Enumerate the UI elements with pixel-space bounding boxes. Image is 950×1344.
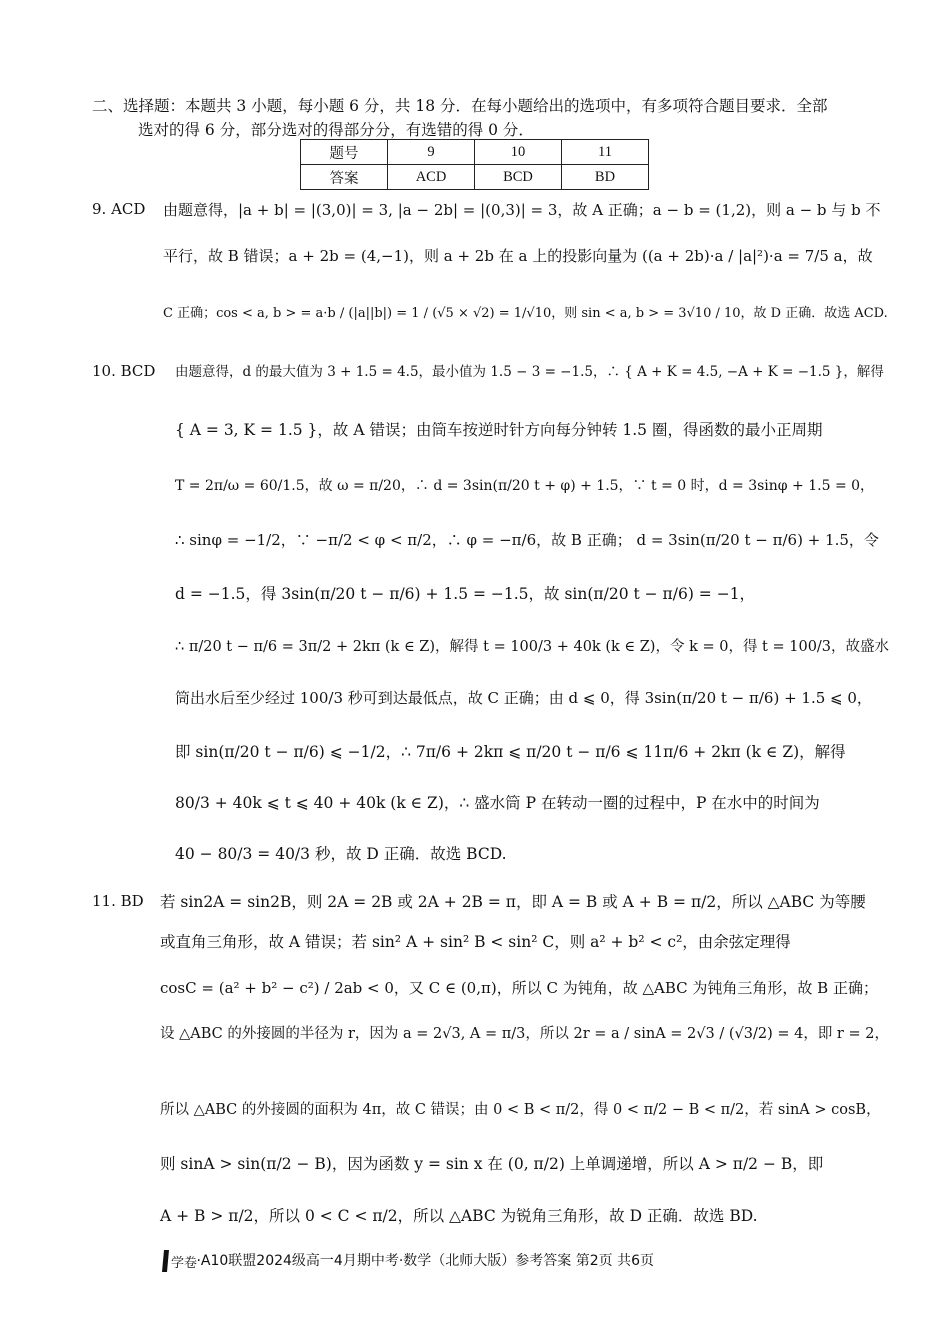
q10-line: 40 − 80/3 = 40/3 秒，故 D 正确．故选 BCD. [175,845,507,863]
answer-table-cell: BD [562,165,649,190]
q9-line: C 正确；cos < a, b > = a·b / (|a||b|) = 1 / (√5 × √2) = 1/√10，则 sin < a, b > = 3√10 / 10，故 D 正确．故选 ACD. [163,306,888,321]
q10-line: { A = 3, K = 1.5 }，故 A 错误；由筒车按逆时针方向每分钟转 1.5 圈，得函数的最小正周期 [175,421,823,439]
answer-table-cell: 答案 [301,165,388,190]
q10-line: T = 2π/ω = 60/1.5，故 ω = π/20，∴ d = 3sin(π/20 t + φ) + 1.5，∵ t = 0 时，d = 3sinφ + 1.5 = 0， [175,478,875,494]
q10-label: 10. BCD [92,362,156,380]
section-subtitle: 选对的得 6 分，部分选对的得部分分，有选错的得 0 分． [138,121,534,139]
q10-line: d = −1.5，得 3sin(π/20 t − π/6) + 1.5 = −1.5，故 sin(π/20 t − π/6) = −1， [175,585,756,603]
section-title: 二、选择题：本题共 3 小题，每小题 6 分，共 18 分．在每小题给出的选项中，有多项符合题目要求．全部 [92,97,828,115]
q9-line: 由题意得，|a + b| = |(3,0)| = 3, |a − 2b| = |(0,3)| = 3，故 A 正确；a − b = (1,2)，则 a − b 与 b 不 [163,201,881,219]
q10-line: 筒出水后至少经过 100/3 秒可到达最低点，故 C 正确；由 d ⩽ 0，得 3sin(π/20 t − π/6) + 1.5 ⩽ 0， [175,689,872,707]
q10-line: 80/3 + 40k ⩽ t ⩽ 40 + 40k (k ∈ Z)，∴ 盛水筒 P 在转动一圈的过程中，P 在水中的时间为 [175,794,820,812]
q11-line: cosC = (a² + b² − c²) / 2ab < 0，又 C ∈ (0,π)，所以 C 为钝角，故 △ABC 为钝角三角形，故 B 正确； [160,979,878,997]
q11-line: 则 sinA > sin(π/2 − B)，因为函数 y = sin x 在 (0, π/2) 上单调递增，所以 A > π/2 − B，即 [160,1155,824,1173]
answer-table-cell: 10 [475,140,562,165]
answer-table-cell: 11 [562,140,649,165]
q10-line: 即 sin(π/20 t − π/6) ⩽ −1/2，∴ 7π/6 + 2kπ ⩽ π/20 t − π/6 ⩽ 11π/6 + 2kπ (k ∈ Z)，解得 [175,743,846,761]
publisher-logo-icon [160,1248,198,1274]
q10-line: 由题意得，d 的最大值为 3 + 1.5 = 4.5，最小值为 1.5 − 3 = −1.5，∴ { A + K = 4.5, −A + K = −1.5 }，解得 [175,364,884,380]
q11-line: 或直角三角形，故 A 错误；若 sin² A + sin² B < sin² C，则 a² + b² < c²，由余弦定理得 [160,933,791,951]
answer-table-answer-row [301,165,649,190]
page-footer [160,1248,654,1274]
q11-line: 所以 △ABC 的外接圆的面积为 4π，故 C 错误；由 0 < B < π/2，得 0 < π/2 − B < π/2，若 sinA > cosB， [160,1102,881,1118]
answer-table-cell: ACD [388,165,475,190]
q9-line: 平行，故 B 错误；a + 2b = (4,−1)，则 a + 2b 在 a 上的投影向量为 ((a + 2b)·a / |a|²)·a = 7/5 a，故 [163,247,873,265]
logo-text: 学卷 [171,1256,198,1271]
q11-label: 11. BD [92,892,144,910]
answer-table-header-row [301,140,649,165]
q11-line: A + B > π/2，所以 0 < C < π/2，所以 △ABC 为锐角三角形，故 D 正确．故选 BD. [160,1207,758,1225]
answer-table-cell: 题号 [301,140,388,165]
q10-line: ∴ sinφ = −1/2，∵ −π/2 < φ < π/2，∴ φ = −π/6，故 B 正确； d = 3sin(π/20 t − π/6) + 1.5，令 [175,531,879,549]
q9-label: 9. ACD [92,200,146,218]
footer-text: ·A10联盟2024级高一4月期中考·数学（北师大版）参考答案 第2页 共6页 [196,1253,654,1269]
q11-line: 若 sin2A = sin2B，则 2A = 2B 或 2A + 2B = π，即 A = B 或 A + B = π/2，所以 △ABC 为等腰 [160,893,866,911]
answer-table [300,139,649,190]
answer-table-cell: BCD [475,165,562,190]
answer-table-cell: 9 [388,140,475,165]
q10-line: ∴ π/20 t − π/6 = 3π/2 + 2kπ (k ∈ Z)，解得 t = 100/3 + 40k (k ∈ Z)，令 k = 0，得 t = 100/3，故盛水 [175,639,890,655]
q11-line: 设 △ABC 的外接圆的半径为 r，因为 a = 2√3, A = π/3，所以 2r = a / sinA = 2√3 / (√3/2) = 4，即 r = 2， [160,1026,889,1042]
